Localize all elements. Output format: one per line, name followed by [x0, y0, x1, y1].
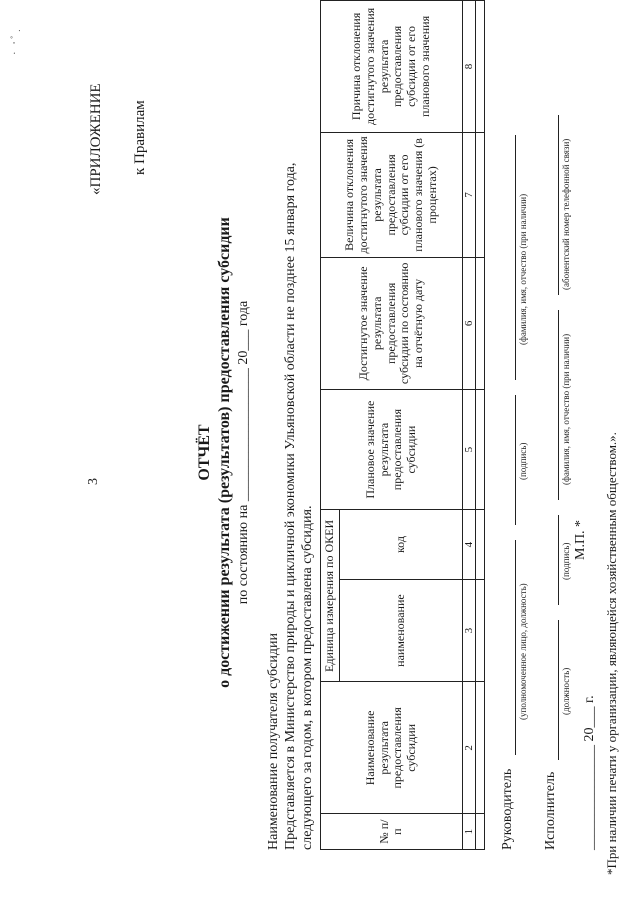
- head-position-caption: (уполномоченное лицо, должность): [518, 583, 528, 720]
- table-cell: [476, 682, 485, 814]
- column-number: 2: [462, 682, 476, 814]
- results-table: [320, 0, 485, 850]
- report-subtitle: о достижении результата (результатов) предоставления субсидии: [216, 217, 233, 688]
- submission-note-line1: Представляется в Министерство природы и цикличной экономики Ульяновской области не позднее 15 января года,: [283, 162, 298, 850]
- header-achieved-value: Достигнутое значение результата предоставления субсидии по состоянию на отчётную дату: [321, 257, 463, 389]
- appendix-subtitle: к Правилам: [132, 100, 148, 175]
- column-number: 6: [462, 257, 476, 389]
- head-position-line: [515, 540, 516, 755]
- appendix-title: «ПРИЛОЖЕНИЕ: [88, 83, 104, 195]
- header-unit-name: наименование: [339, 579, 462, 682]
- recipient-label: Наименование получателя субсидии: [266, 633, 281, 850]
- executor-position-line: [558, 620, 559, 760]
- table-number-row: [462, 1, 476, 850]
- executor-name-line: [558, 310, 559, 500]
- table-row: [476, 1, 485, 850]
- header-deviation-value: Величина отклонения достигнутого значения результата предоставления субсидии от его планового значения (в процентах): [321, 132, 463, 257]
- head-name-line: [515, 135, 516, 380]
- table-header-row: [321, 1, 340, 850]
- executor-position-caption: (должность): [561, 667, 571, 715]
- table-cell: [476, 814, 485, 850]
- head-signature-line: [515, 395, 516, 525]
- table-cell: [476, 132, 485, 257]
- executor-phone-caption: (абонентский номер телефонной связи): [561, 138, 571, 290]
- column-number: 4: [462, 510, 476, 579]
- executor-phone-line: [558, 115, 559, 295]
- report-title: ОТЧЁТ: [196, 424, 213, 481]
- head-signature-caption: (подпись): [518, 442, 528, 480]
- header-planned-value: Плановое значение результата предоставления субсидии: [321, 389, 463, 510]
- signature-date: _______________ 20___ г.: [582, 695, 597, 850]
- table-cell: [476, 510, 485, 579]
- executor-signature-line: [558, 515, 559, 605]
- column-number: 8: [462, 1, 476, 133]
- head-name-caption: (фамилия, имя, отчество (при наличии): [518, 193, 528, 345]
- executor-label: Исполнитель: [543, 771, 558, 850]
- column-number: 1: [462, 814, 476, 850]
- header-number: № п/п: [321, 814, 463, 850]
- header-result-name: Наименование результата предоставления субсидии: [321, 682, 463, 814]
- column-number: 7: [462, 132, 476, 257]
- table-cell: [476, 1, 485, 133]
- submission-note-line2: следующего за годом, в котором предоставлена субсидия.: [300, 505, 315, 850]
- seal-mark: М.П. *: [573, 519, 588, 560]
- header-unit-group: Единица измерения по ОКЕИ: [321, 510, 340, 682]
- scan-marks: · ‧˚ ̣: [9, 28, 21, 55]
- executor-name-caption: (фамилия, имя, отчество (при наличии): [561, 333, 571, 485]
- header-unit-code: код: [339, 510, 462, 579]
- column-number: 5: [462, 389, 476, 510]
- column-number: 3: [462, 579, 476, 682]
- head-label: Руководитель: [500, 768, 515, 850]
- header-deviation-reason: Причина отклонения достигнутого значения результата предоставления субсидии от его планового значения: [321, 1, 463, 133]
- page-number: 3: [86, 478, 101, 485]
- footnote: *При наличии печати у организации, являющейся хозяйственным обществом.».: [604, 432, 619, 875]
- table-cell: [476, 389, 485, 510]
- table-cell: [476, 579, 485, 682]
- table-cell: [476, 257, 485, 389]
- report-as-of: по состоянию на ___________________ 20___ года: [236, 300, 251, 605]
- executor-signature-caption: (подпись): [561, 542, 571, 580]
